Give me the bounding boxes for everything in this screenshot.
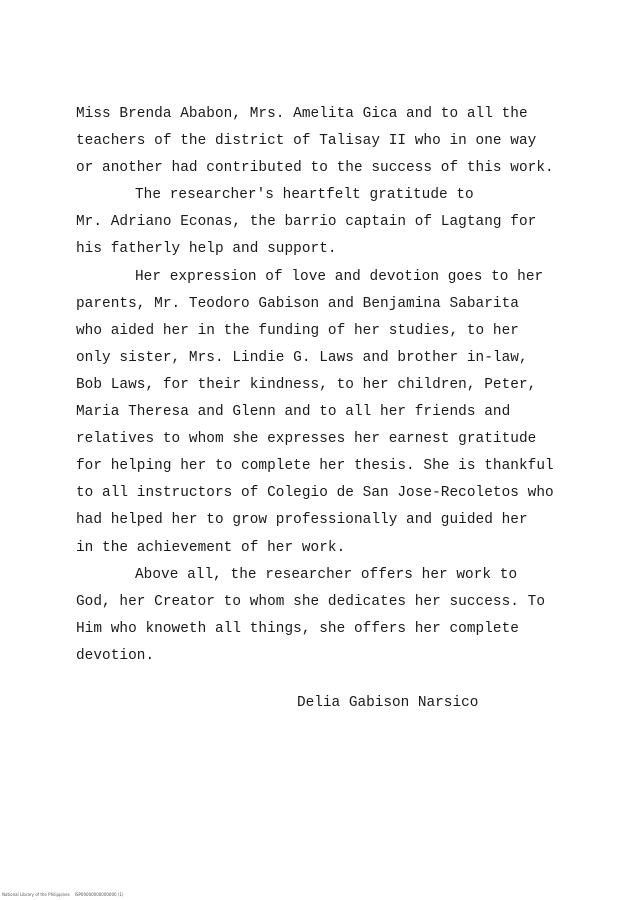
text-line: or another had contributed to the success of this work. [76,160,554,177]
text-line: had helped her to grow professionally and guided her [76,512,528,529]
text-line: only sister, Mrs. Lindie G. Laws and brother in-law, [76,349,528,366]
text-line: Maria Theresa and Glenn and to all her friends and [76,404,511,421]
text-line: for helping her to complete her thesis. She is thankful [76,458,554,475]
text-line: his fatherly help and support. [76,241,337,258]
text-line: Mr. Adriano Econas, the barrio captain of Lagtang for [76,214,537,231]
paragraph-start-line: Her expression of love and devotion goes to her [135,268,544,285]
text-line: devotion. [76,647,155,664]
text-line: relatives to whom she expresses her earnest gratitude [76,431,537,448]
text-line: to all instructors of Colegio de San Jose-Recoletos who [76,485,554,502]
text-line: who aided her in the funding of her studies, to her [76,322,519,339]
text-line: Miss Brenda Ababon, Mrs. Amelita Gica and to all the [76,106,528,122]
text-line: Him who knoweth all things, she offers her complete [76,620,519,637]
author-signature: Delia Gabison Narsico [297,695,479,711]
text-line: Bob Laws, for their kindness, to her children, Peter, [76,376,537,393]
text-line: God, her Creator to whom she dedicates her success. To [76,593,546,610]
scan-footer: National Library of the Philippines ISP00000000000000 (1) [2,892,124,897]
text-line: in the achievement of her work. [76,539,346,556]
text-line: teachers of the district of Talisay II who in one way [76,133,537,150]
paragraph-start-line: Above all, the researcher offers her work to [135,566,518,583]
acknowledgment-body [76,101,596,670]
text-line: parents, Mr. Teodoro Gabison and Benjamina Sabarita [76,295,519,312]
paragraph-start-line: The researcher's heartfelt gratitude to [135,187,474,204]
